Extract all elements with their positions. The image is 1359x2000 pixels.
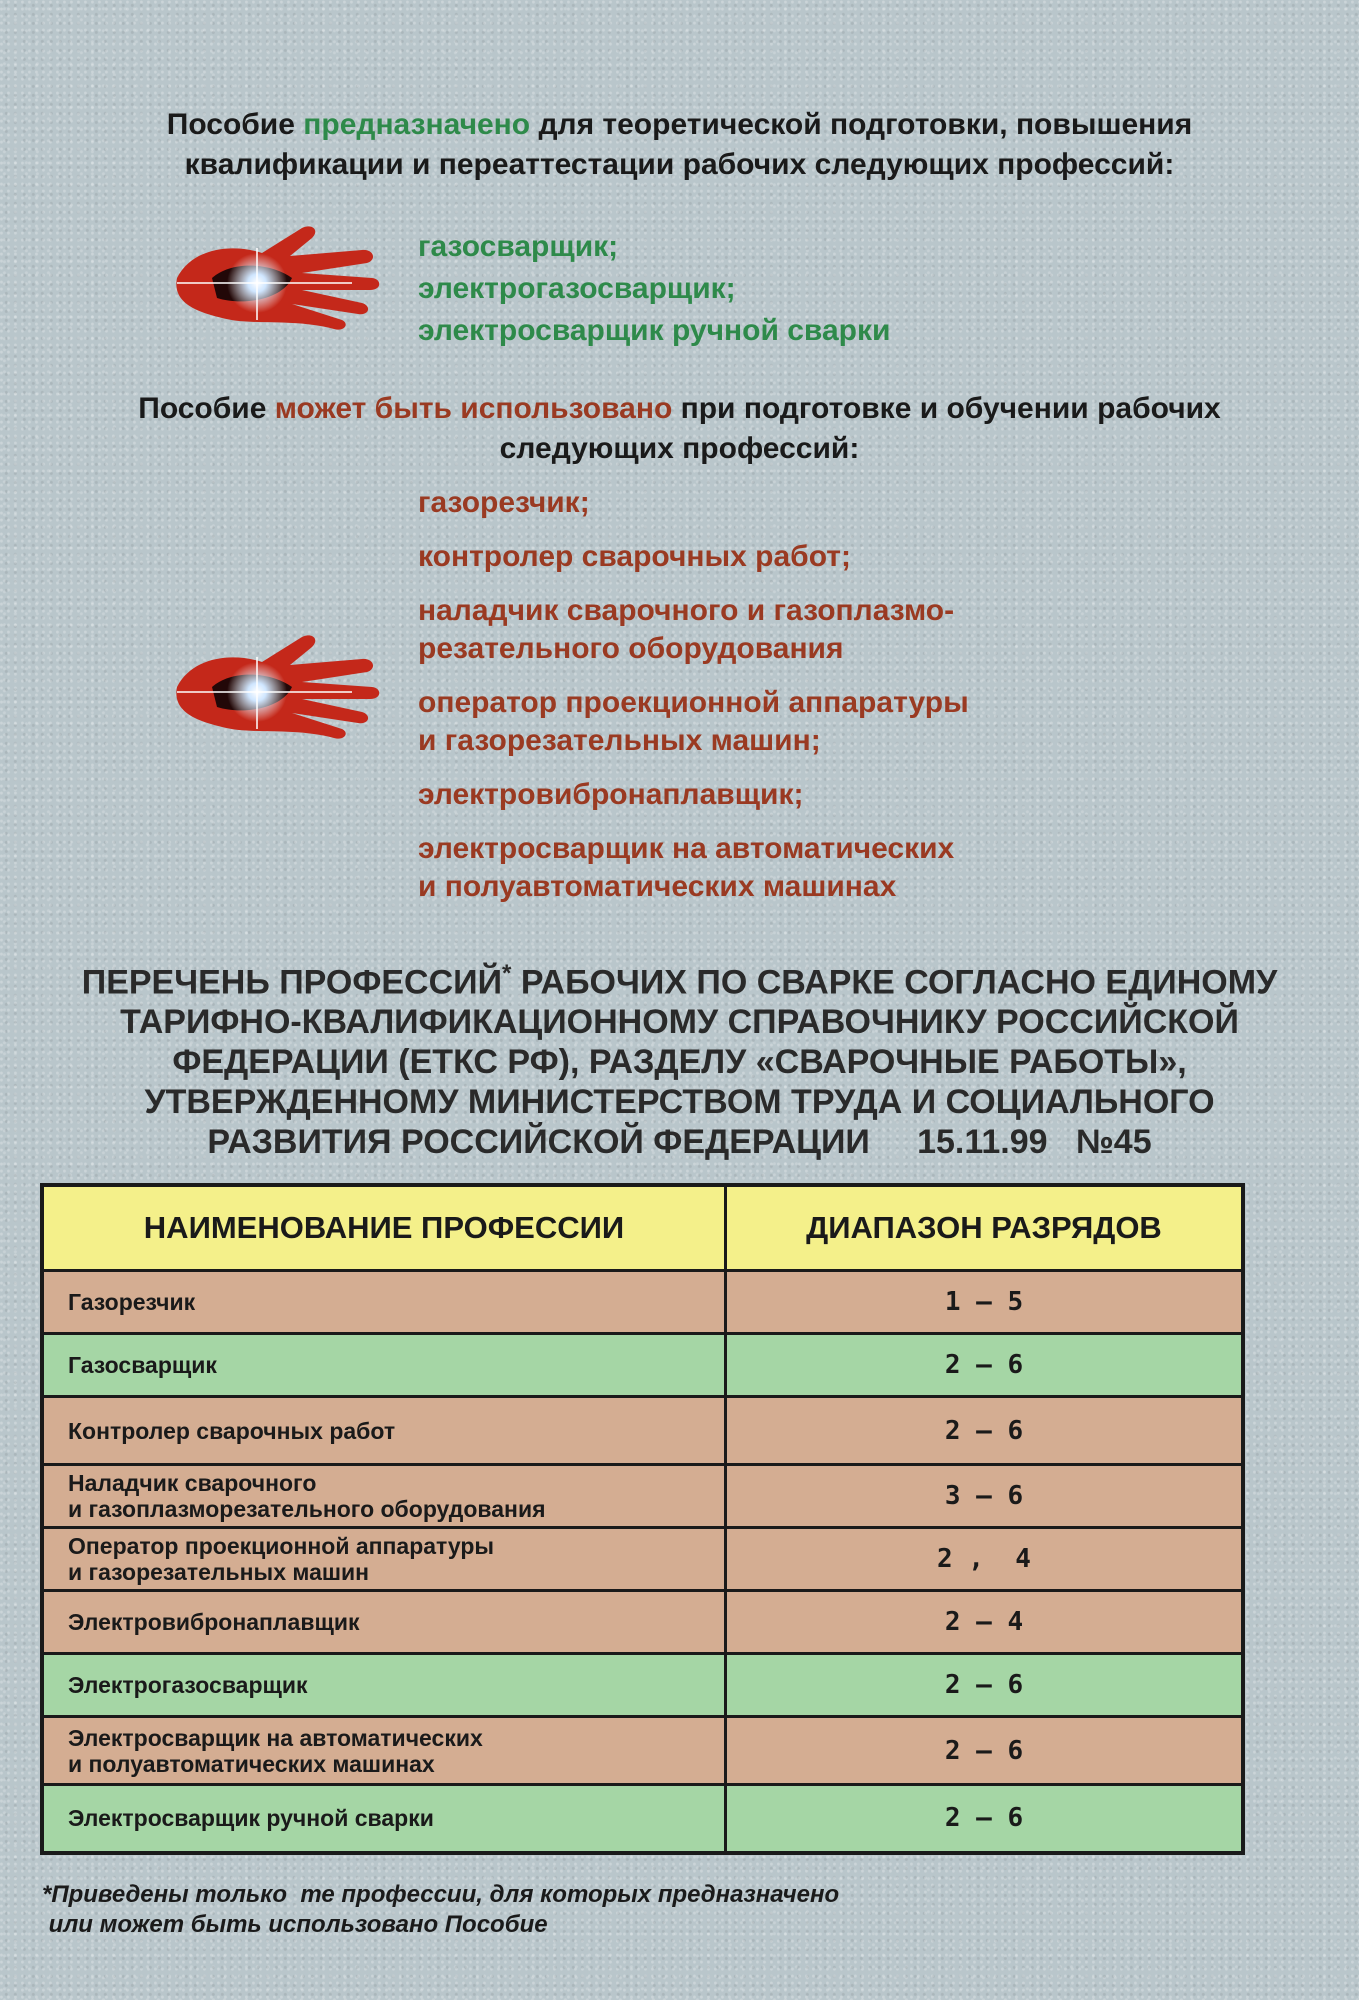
- grade-range-cell: 2 , 4: [726, 1528, 1244, 1591]
- footnote-line1: *Приведены только те профессии, для которых предназначено: [42, 1881, 840, 1908]
- heading-line2: ТАРИФНО-КВАЛИФИКАЦИОННОМУ СПРАВОЧНИКУ РОССИЙСКОЙ: [120, 1003, 1239, 1042]
- heading-line1: ПЕРЕЧЕНЬ ПРОФЕССИЙ* РАБОЧИХ ПО СВАРКЕ СОГЛАСНО ЕДИНОМУ: [81, 960, 1278, 1002]
- profession-name-cell: [42, 1465, 726, 1528]
- grade-range-cell: 2 – 6: [726, 1654, 1244, 1717]
- intro2-highlight: может быть использовано: [274, 392, 673, 425]
- profession-name-cell: [42, 1271, 726, 1334]
- list-item: наладчик сварочного и газоплазмо- резательного оборудования: [418, 594, 955, 665]
- intro2-line2: следующих профессий:: [499, 432, 860, 465]
- list-item: оператор проекционной аппаратуры и газорезательных машин;: [418, 686, 969, 757]
- profession-name: Газосварщик: [68, 1352, 217, 1378]
- profession-name-cell: [42, 1528, 726, 1591]
- grade-range-cell: 2 – 6: [726, 1397, 1244, 1465]
- red-hand-icon: [172, 208, 392, 338]
- profession-name-cont: и полуавтоматических машинах: [68, 1750, 435, 1777]
- profession-name-cell: [42, 1785, 726, 1853]
- table-row: [42, 1591, 1243, 1654]
- grade-range-cell: 1 – 5: [726, 1271, 1244, 1334]
- intro1-highlight: предназначено: [303, 108, 531, 141]
- grade-range-cell: 3 – 6: [726, 1465, 1244, 1528]
- profession-name-cont: и газорезательных машин: [68, 1559, 370, 1585]
- heading-line5: РАЗВИТИЯ РОССИЙСКОЙ ФЕДЕРАЦИИ 15.11.99 №45: [207, 1123, 1152, 1162]
- table-body: [42, 1271, 1243, 1853]
- grade-range-cell: 2 – 6: [726, 1717, 1244, 1785]
- secondary-professions-list: [418, 484, 969, 922]
- table-row: [42, 1528, 1243, 1591]
- list-item: электровибронаплавщик;: [418, 778, 804, 811]
- column-header-profession: НАИМЕНОВАНИЕ ПРОФЕССИИ: [42, 1185, 726, 1271]
- footnote-line2: или может быть использовано Пособие: [42, 1911, 548, 1938]
- profession-name-cell: [42, 1334, 726, 1397]
- profession-name: Электросварщик ручной сварки: [68, 1805, 434, 1832]
- red-hand-icon: [172, 617, 392, 747]
- heading-line3: ФЕДЕРАЦИИ (ЕТКС РФ), РАЗДЕЛУ «СВАРОЧНЫЕ РАБОТЫ»,: [172, 1043, 1187, 1082]
- grade-range-cell: 2 – 4: [726, 1591, 1244, 1654]
- profession-name-cont: и газоплазморезательного оборудования: [68, 1496, 546, 1522]
- intro1-line2: квалификации и переаттестации рабочих следующих профессий:: [184, 148, 1175, 181]
- profession-name: Газорезчик: [68, 1289, 196, 1315]
- list-item: электрогазосварщик;: [418, 272, 736, 305]
- table-row: [42, 1785, 1243, 1853]
- profession-name-cell: [42, 1654, 726, 1717]
- table-row: [42, 1397, 1243, 1465]
- profession-name: Контролер сварочных работ: [68, 1417, 396, 1444]
- list-item: контролер сварочных работ;: [418, 540, 851, 573]
- heading-line4: УТВЕРЖДЕННОМУ МИНИСТЕРСТВОМ ТРУДА И СОЦИАЛЬНОГО: [144, 1083, 1215, 1122]
- table-row: [42, 1334, 1243, 1397]
- intro2-line1: Пособие может быть использовано при подготовке и обучении рабочих: [138, 392, 1221, 425]
- table-row: [42, 1654, 1243, 1717]
- profession-name: Оператор проекционной аппаратуры: [68, 1533, 495, 1559]
- intro1-line1: Пособие предназначено для теоретической подготовки, повышения: [166, 108, 1193, 141]
- grade-range-cell: 2 – 6: [726, 1785, 1244, 1853]
- table-row: [42, 1271, 1243, 1334]
- list-item: электросварщик ручной сварки: [418, 314, 891, 347]
- intro-paragraph-1: [0, 105, 1359, 185]
- table-row: [42, 1465, 1243, 1528]
- profession-name: Электровибронаплавщик: [68, 1609, 360, 1635]
- professions-heading: [0, 954, 1359, 1162]
- intro-paragraph-2: [0, 389, 1359, 469]
- profession-name-cell: [42, 1717, 726, 1785]
- grade-range-cell: 2 – 6: [726, 1334, 1244, 1397]
- list-item: газорезчик;: [418, 486, 590, 519]
- table-header-row: [42, 1185, 1243, 1271]
- list-item: газосварщик;: [418, 230, 619, 263]
- profession-name: Наладчик сварочного: [68, 1470, 317, 1496]
- footnote-asterisk: *: [502, 960, 512, 987]
- primary-professions-list: [418, 226, 890, 352]
- list-item: электросварщик на автоматических и полуавтоматических машинах: [418, 832, 955, 903]
- profession-name-cell: [42, 1397, 726, 1465]
- column-header-grade-range: ДИАПАЗОН РАЗРЯДОВ: [726, 1185, 1244, 1271]
- professions-table: [40, 1183, 1245, 1855]
- profession-name-cell: [42, 1591, 726, 1654]
- table-row: [42, 1717, 1243, 1785]
- footnote: [42, 1880, 839, 1940]
- profession-name: Электрогазосварщик: [68, 1672, 308, 1698]
- profession-name: Электросварщик на автоматических: [68, 1724, 483, 1751]
